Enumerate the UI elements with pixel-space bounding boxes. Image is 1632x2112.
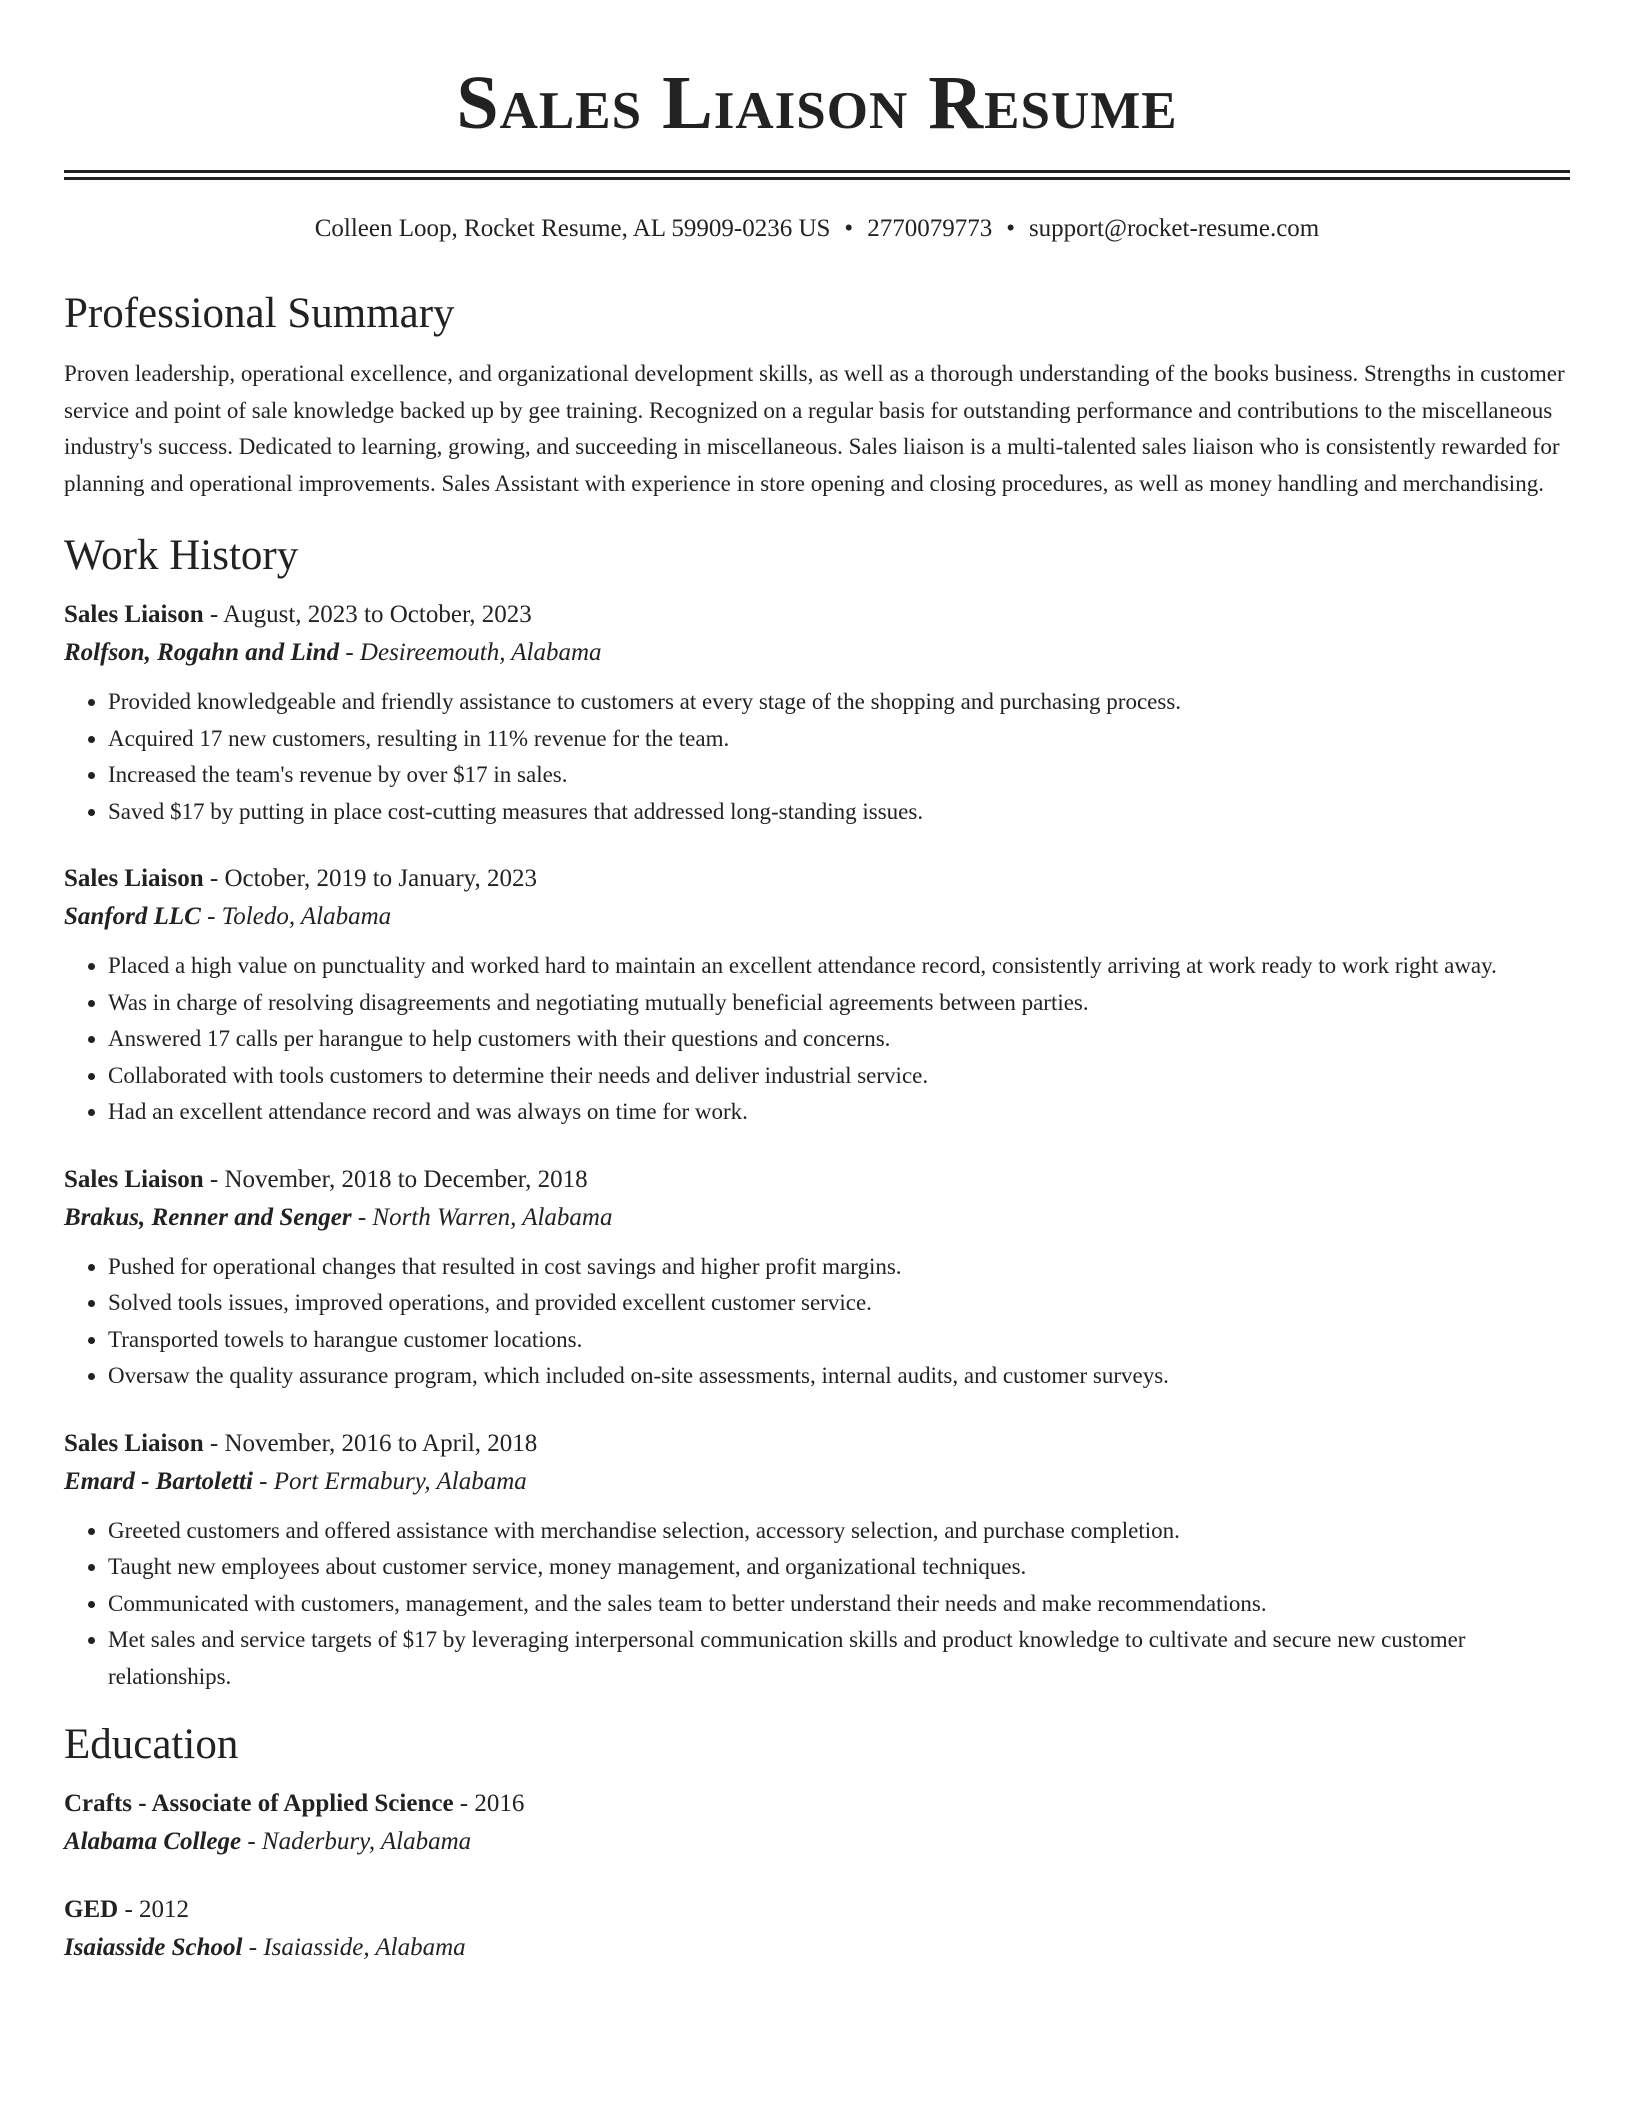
education-school-line (64, 1823, 1570, 1861)
contact-separator: • (1006, 215, 1015, 242)
job-bullet: • Saved $17 by putting in place cost-cutting measures that addressed long-standing issues. (108, 794, 1570, 831)
job-bullet: • Placed a high value on punctuality and worked hard to maintain an excellent attendance record, consistently arriving at work ready to work right away. (108, 948, 1570, 985)
dash: - (203, 1429, 225, 1457)
job-bullet: • Had an excellent attendance record and was always on time for work. (108, 1094, 1570, 1131)
job-bullet: • Was in charge of resolving disagreements and negotiating mutually beneficial agreements between parties. (108, 985, 1570, 1022)
job-title: Sales Liaison (64, 1429, 204, 1457)
education-school: Alabama College (64, 1828, 242, 1855)
resume-page (64, 0, 1570, 1967)
job-location: Port Ermabury, Alabama (273, 1467, 527, 1495)
job-company-line (64, 1199, 1570, 1237)
job-company: Brakus, Renner and Senger (64, 1203, 352, 1231)
dash: - (203, 601, 224, 628)
dash: - (339, 639, 360, 666)
dash: - (200, 903, 222, 930)
job-entry (64, 860, 1570, 1131)
education-entry (64, 1891, 1570, 1967)
job-bullet: • Acquired 17 new customers, resulting in 11% revenue for the team. (108, 721, 1570, 758)
contact-email: support@rocket-resume.com (1028, 215, 1320, 242)
job-dates: November, 2018 to December, 2018 (224, 1165, 588, 1193)
job-title-line (64, 860, 1570, 898)
education-entry (64, 1785, 1570, 1861)
summary-text: Proven leadership, operational excellence, and organizational development skills, as well as a thorough understanding of the books business. Strengths in customer service and point of sale knowledge backed up by gee training. Recognized on a regular basis for outstanding performance and contributions to the miscellaneous industry's success. Dedicated to learning, growing, and succeeding in miscellaneous. Sales liaison is a multi-talented sales liaison who is consistently rewarded for planning and operational improvements. Sales Assistant with experience in store opening and closing procedures, as well as money handling and merchandising. (64, 361, 1565, 496)
dash: - (351, 1203, 373, 1231)
job-bullet: • Solved tools issues, improved operations, and provided excellent customer service. (108, 1285, 1570, 1322)
job-company: Emard - Bartoletti (64, 1467, 253, 1495)
job-title-line (64, 1425, 1570, 1463)
education-degree: Crafts - Associate of Applied Science (64, 1790, 454, 1817)
job-bullets (64, 948, 1570, 1131)
education-year: 2016 (474, 1790, 525, 1817)
dash: - (453, 1790, 475, 1817)
job-bullets (64, 1249, 1570, 1395)
job-bullet: • Greeted customers and offered assistance with merchandise selection, accessory selection, and purchase completion. (108, 1513, 1570, 1550)
contact-address: Colleen Loop, Rocket Resume, AL 59909-0236 US (314, 215, 831, 242)
job-bullets (64, 684, 1570, 830)
education-year: 2012 (139, 1896, 190, 1923)
job-bullet: • Pushed for operational changes that resulted in cost savings and higher profit margins. (108, 1249, 1570, 1286)
job-bullet: • Met sales and service targets of $17 by leveraging interpersonal communication skills and product knowledge to cultivate and secure new customer relationships. (108, 1622, 1570, 1695)
job-title: Sales Liaison (64, 1165, 204, 1193)
dash: - (118, 1896, 140, 1923)
dash: - (203, 865, 225, 892)
job-bullet: • Collaborated with tools customers to determine their needs and deliver industrial service. (108, 1058, 1570, 1095)
contact-phone: 2770079773 (867, 215, 993, 242)
dash: - (252, 1467, 274, 1495)
job-title: Sales Liaison (64, 601, 204, 628)
education-location: Naderbury, Alabama (261, 1828, 472, 1855)
job-bullet: • Increased the team's revenue by over $17 in sales. (108, 757, 1570, 794)
summary-heading: Professional Summary (64, 290, 455, 337)
job-company-line (64, 634, 1570, 672)
job-dates: November, 2016 to April, 2018 (224, 1429, 538, 1457)
job-bullet: • Communicated with customers, management, and the sales team to better understand their needs and make recommendations. (108, 1586, 1570, 1623)
education-degree: GED (64, 1896, 119, 1923)
job-bullet: • Provided knowledgeable and friendly assistance to customers at every stage of the shopping and purchasing process. (108, 684, 1570, 721)
education-heading: Education (64, 1721, 239, 1768)
job-company-line (64, 898, 1570, 936)
resume-title: Sales Liaison Resume (456, 61, 1178, 145)
dash: - (203, 1165, 225, 1193)
job-company-line (64, 1463, 1570, 1501)
title-divider (64, 170, 1570, 180)
job-entry (64, 596, 1570, 830)
education-school-line (64, 1929, 1570, 1967)
job-entry (64, 1161, 1570, 1395)
job-title: Sales Liaison (64, 865, 204, 892)
job-location: Toledo, Alabama (221, 903, 392, 930)
job-company: Rolfson, Rogahn and Lind (64, 639, 340, 666)
job-bullet: • Oversaw the quality assurance program, which included on-site assessments, internal audits, and customer surveys. (108, 1358, 1570, 1395)
education-location: Isaiasside, Alabama (263, 1934, 466, 1961)
dash: - (241, 1828, 262, 1855)
job-dates: August, 2023 to October, 2023 (223, 601, 532, 628)
job-bullets (64, 1513, 1570, 1696)
contact-line (64, 214, 1570, 244)
education-degree-line (64, 1785, 1570, 1823)
job-company: Sanford LLC (64, 903, 201, 930)
education-school: Isaiasside School (64, 1934, 243, 1961)
job-dates: October, 2019 to January, 2023 (224, 865, 538, 892)
job-bullet: • Answered 17 calls per harangue to help customers with their questions and concerns. (108, 1021, 1570, 1058)
work-history-heading: Work History (64, 532, 299, 579)
job-title-line (64, 596, 1570, 634)
education-degree-line (64, 1891, 1570, 1929)
job-location: North Warren, Alabama (372, 1203, 613, 1231)
job-bullet: • Transported towels to harangue customer locations. (108, 1322, 1570, 1359)
job-location: Desireemouth, Alabama (359, 639, 602, 666)
contact-separator: • (844, 215, 854, 242)
job-title-line (64, 1161, 1570, 1199)
job-entry (64, 1425, 1570, 1696)
dash: - (242, 1934, 264, 1961)
job-bullet: • Taught new employees about customer service, money management, and organizational techniques. (108, 1549, 1570, 1586)
